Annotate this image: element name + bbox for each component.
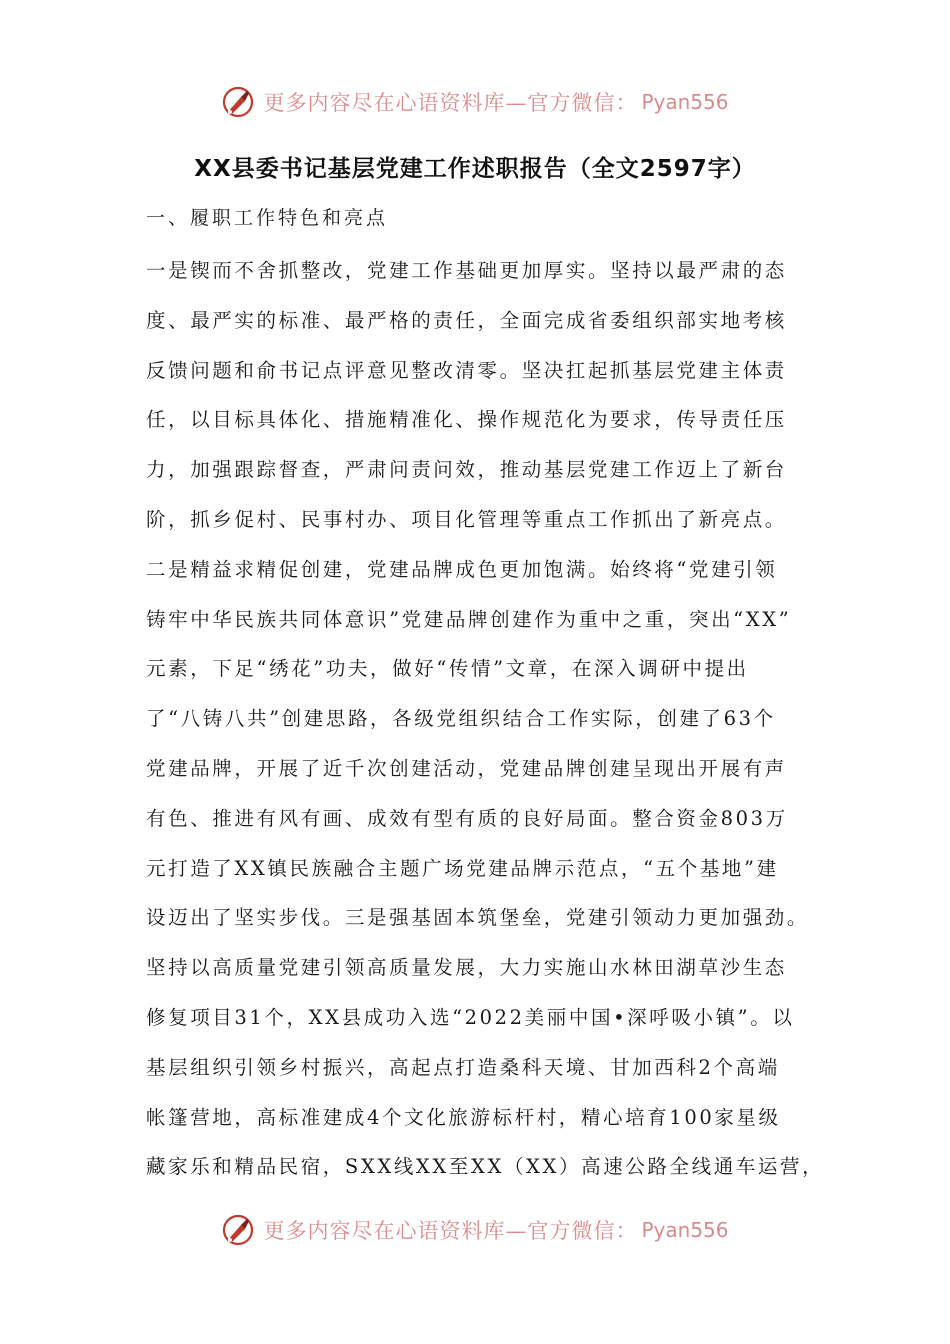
body-line: 反馈问题和俞书记点评意见整改清零。坚决扛起抓基层党建主体责 (146, 358, 787, 382)
body-line: 元素，下足“绣花”功夫，做好“传情”文章，在深入调研中提出 (146, 657, 749, 681)
body-line: 修复项目31个，XX县成功入选“2022美丽中国•深呼吸小镇”。以 (146, 1005, 795, 1029)
body-line: 有色、推进有风有画、成效有型有质的良好局面。整合资金803万 (146, 806, 788, 830)
banner-text: 更多内容尽在心语资料库—官方微信： (263, 1219, 638, 1243)
body-line: 一是锲而不舍抓整改，党建工作基础更加厚实。坚持以最严肃的态 (146, 259, 787, 282)
body-line: 力，加强跟踪督查，严肃问责问效，推动基层党建工作迈上了新台 (146, 458, 787, 482)
header-watermark-banner (0, 80, 950, 124)
wechat-id: Pyan556 (641, 90, 729, 114)
footer-watermark-banner (0, 1208, 950, 1252)
body-line: 任，以目标具体化、措施精准化、操作规范化为要求，传导责任压 (146, 408, 787, 432)
pen-nib-circle-icon (221, 85, 255, 119)
section-heading: 一、履职工作特色和亮点 (146, 207, 389, 229)
body-line: 帐篷营地，高标准建成4个文化旅游标杆村，精心培育100家星级 (146, 1105, 781, 1129)
wechat-id: Pyan556 (641, 1218, 729, 1242)
body-line: 铸牢中华民族共同体意识”党建品牌创建作为重中之重，突出“XX” (146, 607, 792, 631)
document-title: XX县委书记基层党建工作述职报告（全文2597字） (194, 156, 756, 182)
body-line: 了“八铸八共”创建思路，各级党组织结合工作实际，创建了63个 (146, 707, 776, 731)
body-line: 党建品牌，开展了近千次创建活动，党建品牌创建呈现出开展有声 (146, 756, 787, 780)
body-line: 基层组织引领乡村振兴，高起点打造桑科天境、甘加西科2个高端 (146, 1055, 780, 1079)
pen-nib-circle-icon (221, 1213, 255, 1247)
document-body (146, 252, 836, 1198)
banner-text: 更多内容尽在心语资料库—官方微信： (263, 91, 638, 115)
body-line: 设迈出了坚实步伐。三是强基固本筑堡垒，党建引领动力更加强劲。 (146, 906, 810, 930)
body-line: 藏家乐和精品民宿，SXX线XX至XX（XX）高速公路全线通车运营， (146, 1155, 825, 1179)
body-line: 坚持以高质量党建引领高质量发展，大力实施山水林田湖草沙生态 (146, 956, 787, 980)
body-line: 阶，抓乡促村、民事村办、项目化管理等重点工作抓出了新亮点。 (146, 507, 787, 531)
body-line: 元打造了XX镇民族融合主题广场党建品牌示范点，“五个基地”建 (146, 856, 779, 880)
body-line: 度、最严实的标准、最严格的责任，全面完成省委组织部实地考核 (146, 308, 787, 332)
body-line: 二是精益求精促创建，党建品牌成色更加饱满。始终将“党建引领 (146, 557, 778, 581)
